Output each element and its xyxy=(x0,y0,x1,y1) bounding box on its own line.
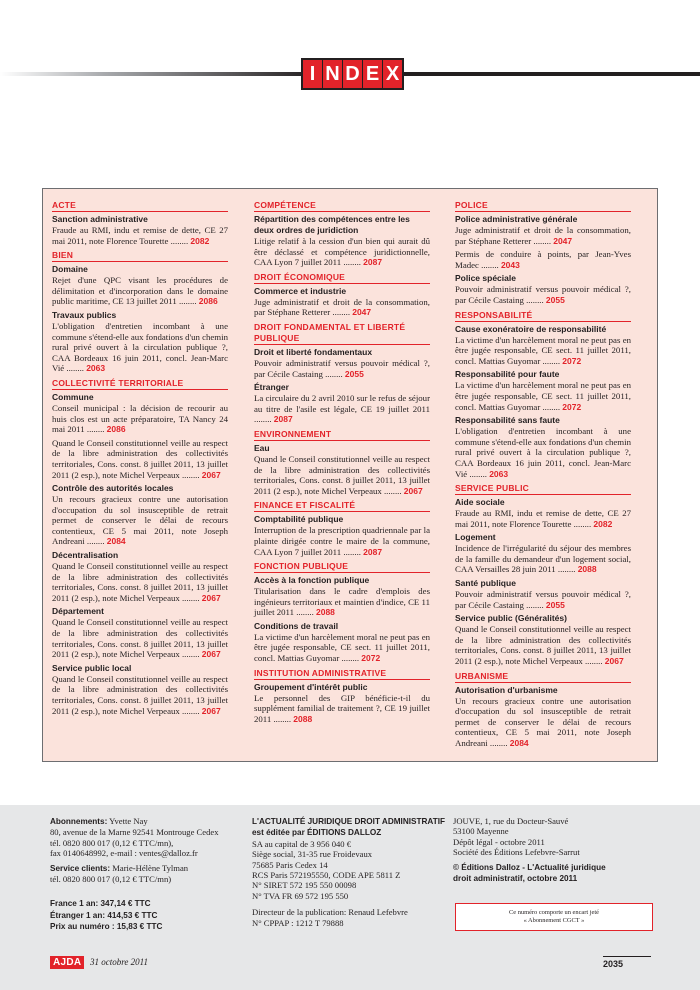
leader-dots: ........ xyxy=(523,294,546,305)
leader-dots: ........ xyxy=(84,536,107,547)
entry-page[interactable]: 2072 xyxy=(361,653,381,664)
entry-page[interactable]: 2067 xyxy=(201,469,221,480)
leader-dots: ........ xyxy=(487,738,510,748)
entry-page[interactable]: 2082 xyxy=(190,235,210,246)
page-number: 2035 xyxy=(603,956,651,969)
entry-page[interactable]: 2055 xyxy=(545,599,565,610)
index-entry xyxy=(455,696,631,749)
index-category: ENVIRONNEMENT xyxy=(254,429,430,441)
index-subheading: Décentralisation xyxy=(52,550,119,561)
index-entry xyxy=(254,236,430,268)
text: N° SIRET 572 195 550 00098 xyxy=(252,880,357,891)
text: Yvette Nay xyxy=(109,816,148,826)
entry-text: Pouvoir administratif versus pouvoir médical ?, par Cécile Castaing xyxy=(254,357,430,379)
index-subheading: Logement xyxy=(455,532,496,543)
index-subheading: Travaux publics xyxy=(52,309,117,320)
leader-dots: ........ xyxy=(339,653,362,664)
entry-page[interactable]: 2047 xyxy=(352,307,372,318)
text: Dépôt légal - octobre 2011 xyxy=(453,836,545,847)
index-entry xyxy=(455,335,631,367)
entry-page[interactable]: 2072 xyxy=(562,401,582,412)
text: 80, avenue de la Marne 92541 Montrouge Cedex xyxy=(50,827,219,838)
index-subheading: Répartition des compétences entre les deux ordres de juridiction xyxy=(254,214,410,235)
text: © Éditions Dalloz - L'Actualité juridique xyxy=(453,862,606,872)
entry-text: Titularisation dans le cadre d'emplois des ingénieurs territoriaux et maintien d'indice, CE 11 juillet 2011 xyxy=(254,586,430,618)
text: JOUVE, 1, rue du Docteur-Sauvé xyxy=(453,816,569,826)
index-category: COMPÉTENCE xyxy=(254,200,430,212)
index-subheading: Police spéciale xyxy=(455,273,516,284)
index-entry xyxy=(52,561,228,603)
leader-dots: ........ xyxy=(467,468,490,479)
leader-dots: ........ xyxy=(531,235,554,246)
index-subheading: Aide sociale xyxy=(455,497,505,508)
entry-text: Fraude au RMI, indu et remise de dette, CE 27 mai 2011, note Florence Tourette xyxy=(455,508,631,529)
issue-date: 31 octobre 2011 xyxy=(90,957,148,967)
leader-dots: ........ xyxy=(381,485,404,496)
index-category: URBANISME xyxy=(455,671,631,683)
index-entry xyxy=(455,624,631,666)
entry-text: Quand le Conseil constitutionnel veille au respect de la libre administration des collectivités territoriales, Cons. const. 8 juillet 2011, 13 juillet 2011 (2 esp.), note Michel Verpeaux xyxy=(52,561,228,603)
index-category: DROIT FONDAMENTAL ET LIBERTÉ PUBLIQUE xyxy=(254,322,430,345)
text: 53100 Mayenne xyxy=(453,826,509,837)
index-subheading: Groupement d'intérêt public xyxy=(254,681,368,692)
index-entry xyxy=(455,249,631,270)
index-subheading: Conditions de travail xyxy=(254,620,339,631)
entry-text: Un recours gracieux contre une autorisation d'occupation du sol insusceptible de retrait permet de conserver le délai de recours contentieux, CE 5 mai 2011, note Joseph Andreani xyxy=(52,494,228,547)
entry-text: Quand le Conseil constitutionnel veille au respect de la libre administration des collectivités territoriales, Cons. const. 8 juillet 2011, 13 juillet 2011 (2 esp.), note Michel Verpeaux xyxy=(52,673,228,716)
entry-text: La victime d'un harcèlement moral ne peut pas en être jugée responsable, CE sect. 11 juillet 2011, concl. Mattias Guyomar xyxy=(254,631,430,664)
index-subheading: Étranger xyxy=(254,382,289,393)
index-entry xyxy=(52,403,228,435)
index-entry xyxy=(254,297,430,318)
entry-page[interactable]: 2087 xyxy=(363,257,383,268)
entry-page[interactable]: 2063 xyxy=(86,363,106,374)
index-subheading: Commune xyxy=(52,391,94,402)
entry-page[interactable]: 2086 xyxy=(106,424,126,435)
index-column xyxy=(254,200,430,727)
leader-dots: ........ xyxy=(330,307,353,318)
index-subheading: Eau xyxy=(254,442,270,453)
entry-page[interactable]: 2047 xyxy=(553,235,573,246)
index-subheading: Domaine xyxy=(52,264,88,275)
index-column xyxy=(455,200,631,752)
leader-dots: ........ xyxy=(341,257,364,268)
index-column xyxy=(52,200,228,719)
index-letter: E xyxy=(363,60,382,88)
text: Siège social, 31-35 rue Froidevaux xyxy=(252,849,373,860)
entry-text: Quand le Conseil constitutionnel veille au respect de la libre administration des collectivités territoriales, Cons. const. 8 juillet 2011, 13 juillet 2011 (2 esp.), note Michel Verpeaux xyxy=(455,624,631,667)
index-category: DROIT ÉCONOMIQUE xyxy=(254,272,430,284)
entry-text: Juge administratif et droit de la consommation, par Stéphane Retterer xyxy=(455,225,631,246)
index-subheading: Droit et liberté fondamentaux xyxy=(254,346,373,357)
index-entry xyxy=(455,380,631,412)
leader-dots: ........ xyxy=(84,424,107,435)
index-letter: I xyxy=(303,60,322,88)
leader-dots: ........ xyxy=(555,564,578,575)
entry-page[interactable]: 2043 xyxy=(500,259,520,270)
text: « Abonnement CGCT » xyxy=(523,917,585,924)
insert-notice xyxy=(455,903,653,931)
footer-subscriptions xyxy=(50,816,250,937)
entry-text: Incidence de l'irrégularité du séjour des membres de la famille du demandeur d'un logement social, CAA Versailles 28 juin 2011 xyxy=(455,543,631,575)
entry-page[interactable]: 2063 xyxy=(489,468,509,479)
entry-text: L'obligation d'entretien incombant à une commune s'étend-elle aux fondations d'un chemin rural privé ouvert à la circulation publique ?, CAA Bordeaux 16 juin 2011, concl. Jean-Marc Vié xyxy=(52,320,228,374)
index-entry xyxy=(254,586,430,618)
price: Prix au numéro : 15,83 € TTC xyxy=(50,922,163,932)
entry-text: La victime d'un harcèlement moral ne peut pas en être jugée responsable, CE sect. 11 juillet 2011, concl. Mattias Guyomar xyxy=(455,334,631,366)
leader-dots: ........ xyxy=(294,607,316,618)
index-subheading: Sanction administrative xyxy=(52,214,148,224)
entry-text: L'obligation d'entretien incombant à une commune s'étend-elle aux fondations d'un chemin rural privé ouvert à la circulation publique ?, CAA Bordeaux 16 juin 2011, concl. Jean-Marc Vié xyxy=(455,426,631,479)
entry-text: Quand le Conseil constitutionnel veille au respect de la libre administration des collectivités territoriales, Cons. const. 8 juillet 2011, 13 juillet 2011 (2 esp.), note Michel Verpeaux xyxy=(52,437,228,480)
index-category: FONCTION PUBLIQUE xyxy=(254,561,430,573)
leader-dots: ........ xyxy=(176,296,199,307)
leader-dots: ........ xyxy=(254,414,274,425)
entry-text: Fraude au RMI, indu et remise de dette, CE 27 mai 2011, note Florence Tourette xyxy=(52,225,228,246)
index-category: COLLECTIVITÉ TERRITORIALE xyxy=(52,378,228,390)
index-category: POLICE xyxy=(455,200,631,212)
entry-page[interactable]: 2087 xyxy=(273,414,293,425)
entry-page[interactable]: 2067 xyxy=(201,649,221,660)
footer-publisher xyxy=(252,816,448,932)
leader-dots: ........ xyxy=(179,705,202,716)
leader-dots: ........ xyxy=(179,649,202,660)
index-category: RESPONSABILITÉ xyxy=(455,310,631,322)
entry-text: La circulaire du 2 avril 2010 sur le refus de séjour au titre de l'asile est légale, CE 19 juillet 2011 xyxy=(254,393,430,414)
index-entry xyxy=(52,275,228,307)
index-title xyxy=(301,58,404,90)
index-entry xyxy=(52,494,228,547)
entry-page[interactable]: 2084 xyxy=(509,738,529,748)
entry-page[interactable]: 2082 xyxy=(593,518,613,529)
entry-text: La victime d'un harcèlement moral ne peut pas en être jugée responsable, CE sect. 11 juillet 2011, concl. Mattias Guyomar xyxy=(455,380,631,412)
entry-page[interactable]: 2055 xyxy=(545,294,565,305)
leader-dots: ........ xyxy=(540,401,563,412)
text: est éditée par ÉDITIONS DALLOZ xyxy=(252,828,382,838)
index-subheading: Responsabilité sans faute xyxy=(455,415,560,426)
footer-printer xyxy=(453,816,653,888)
leader-dots: ........ xyxy=(341,546,364,557)
text: N° CPPAP : 1212 T 79888 xyxy=(252,917,344,928)
entry-text: Quand le Conseil constitutionnel veille au respect de la libre administration des collectivités territoriales, Cons. const. 8 juillet 2011, 13 juillet 2011 (2 esp.), note Michel Verpeaux xyxy=(254,453,430,496)
price: France 1 an: 347,14 € TTC xyxy=(50,899,151,909)
entry-text: Pouvoir administratif versus pouvoir médical ?, par Cécile Castaing xyxy=(455,284,631,305)
index-entry xyxy=(52,674,228,716)
leader-dots: ........ xyxy=(64,363,87,374)
text: Société des Éditions Lefebvre-Sarrut xyxy=(453,847,580,858)
index-entry xyxy=(455,543,631,575)
text: SA au capital de 3 956 040 € xyxy=(252,838,352,849)
entry-page[interactable]: 2084 xyxy=(106,536,126,547)
leader-dots: ........ xyxy=(322,368,345,379)
text: fax 0140648992, e-mail : ventes@dalloz.fr xyxy=(50,848,198,859)
entry-page[interactable]: 2055 xyxy=(344,368,364,379)
index-subheading: Responsabilité pour faute xyxy=(455,369,560,380)
index-entry xyxy=(455,508,631,529)
label: Service clients: xyxy=(50,863,111,873)
leader-dots: ........ xyxy=(540,355,563,366)
index-subheading: Accès à la fonction publique xyxy=(254,575,370,586)
leader-dots: ........ xyxy=(571,518,594,529)
entry-text: Permis de conduire à points, par Jean-Yves Madec xyxy=(455,249,631,270)
entry-page[interactable]: 2067 xyxy=(604,656,624,667)
index-entry xyxy=(455,225,631,246)
entry-page[interactable]: 2067 xyxy=(201,705,221,716)
leader-dots: ........ xyxy=(271,713,294,724)
entry-page[interactable]: 2067 xyxy=(403,485,423,496)
text: Marie-Hélène Tylman xyxy=(112,862,189,873)
index-letter: N xyxy=(323,60,342,88)
index-subheading: Police administrative générale xyxy=(455,214,578,224)
index-letter: X xyxy=(383,60,402,88)
text: 75685 Paris Cedex 14 xyxy=(252,859,328,870)
leader-dots: ........ xyxy=(478,259,501,270)
text: L'ACTUALITÉ JURIDIQUE DROIT ADMINISTRATIF xyxy=(252,817,445,826)
leader-dots: ........ xyxy=(168,235,191,246)
entry-text: Rejet d'une QPC visant les procédures de délimitation et d'incorporation dans le domaine public maritime, CE 13 juillet 2011 xyxy=(52,275,228,307)
index-subheading: Service public local xyxy=(52,662,132,673)
index-entry xyxy=(254,525,430,557)
text: N° TVA FR 69 572 195 550 xyxy=(252,890,349,901)
index-category: FINANCE ET FISCALITÉ xyxy=(254,500,430,512)
entry-text: Interruption de la prescription quadriennale par la plainte dirigée contre le maire de la commune, CAA Lyon 7 juillet 2011 xyxy=(254,525,430,557)
index-category: BIEN xyxy=(52,250,228,262)
index-subheading: Service public (Généralités) xyxy=(455,613,567,624)
label: Abonnements: xyxy=(50,817,108,826)
index-subheading: Commerce et industrie xyxy=(254,285,347,296)
leader-dots: ........ xyxy=(179,592,202,603)
entry-page[interactable]: 2088 xyxy=(293,713,313,724)
text: RCS Paris 572195550, CODE APE 5811 Z xyxy=(252,870,401,881)
entry-page[interactable]: 2087 xyxy=(363,546,383,557)
entry-page[interactable]: 2067 xyxy=(201,592,221,603)
entry-text: Un recours gracieux contre une autorisation d'occupation du sol insusceptible de retrait permet de conserver le délai de recours contentieux, CE 5 mai 2011, note Joseph Andreani xyxy=(455,695,631,748)
index-subheading: Contrôle des autorités locales xyxy=(52,483,174,494)
index-entry xyxy=(52,438,228,480)
index-entry xyxy=(254,358,430,379)
index-panel xyxy=(42,188,658,762)
text: Directeur de la publication: Renaud Lefebvre xyxy=(252,907,408,918)
entry-page[interactable]: 2088 xyxy=(577,564,597,575)
text: tél. 0820 800 017 (0,12 € TTC/mn) xyxy=(50,874,172,885)
text: droit administratif, octobre 2011 xyxy=(453,874,578,884)
entry-text: Pouvoir administratif versus pouvoir médical ?, par Cécile Castaing xyxy=(455,589,631,610)
index-subheading: Département xyxy=(52,606,104,617)
index-entry xyxy=(254,632,430,664)
entry-text: Conseil municipal : la décision de recourir au huis clos est un acte préparatoire, TA Nancy 24 mai 2011 xyxy=(52,402,228,435)
entry-page[interactable]: 2086 xyxy=(198,296,218,307)
index-entry xyxy=(455,589,631,610)
index-entry xyxy=(52,321,228,374)
index-subheading: Santé publique xyxy=(455,578,516,589)
index-subheading: Cause exonératoire de responsabilité xyxy=(455,323,607,334)
index-entry xyxy=(455,284,631,305)
index-category: INSTITUTION ADMINISTRATIVE xyxy=(254,668,430,680)
leader-dots: ........ xyxy=(179,469,202,480)
index-entry xyxy=(52,617,228,659)
leader-dots: ........ xyxy=(582,656,605,667)
index-letter: D xyxy=(343,60,362,88)
index-category: ACTE xyxy=(52,200,228,212)
text: tél. 0820 800 017 (0,12 € TTC/mn), xyxy=(50,837,174,848)
text: Ce numéro comporte un encart jeté xyxy=(509,909,599,916)
index-entry xyxy=(254,393,430,425)
index-subheading: Autorisation d'urbanisme xyxy=(455,684,558,695)
index-category: SERVICE PUBLIC xyxy=(455,483,631,495)
index-entry xyxy=(254,454,430,496)
entry-page[interactable]: 2072 xyxy=(562,355,582,366)
entry-text: Le personnel des GIP bénéficie-t-il du supplément familial de traitement ?, CE 19 juillet 2011 xyxy=(254,692,430,724)
entry-text: Litige relatif à la cession d'un bien qui aurait dû être déclassé et compétence juridictionnelle, CAA Lyon 7 juillet 2011 xyxy=(254,236,430,268)
index-subheading: Comptabilité publique xyxy=(254,514,344,525)
index-entry xyxy=(254,693,430,725)
entry-text: Juge administratif et droit de la consommation, par Stéphane Retterer xyxy=(254,296,430,318)
index-entry xyxy=(52,225,228,246)
entry-page[interactable]: 2088 xyxy=(316,607,335,618)
leader-dots: ........ xyxy=(523,599,546,610)
price: Étranger 1 an: 414,53 € TTC xyxy=(50,910,158,920)
ajda-logo: AJDA xyxy=(50,956,84,969)
entry-text: Quand le Conseil constitutionnel veille au respect de la libre administration des collectivités territoriales, Cons. const. 8 juillet 2011, 13 juillet 2011 (2 esp.), note Michel Verpeaux xyxy=(52,617,228,660)
index-entry xyxy=(455,426,631,479)
